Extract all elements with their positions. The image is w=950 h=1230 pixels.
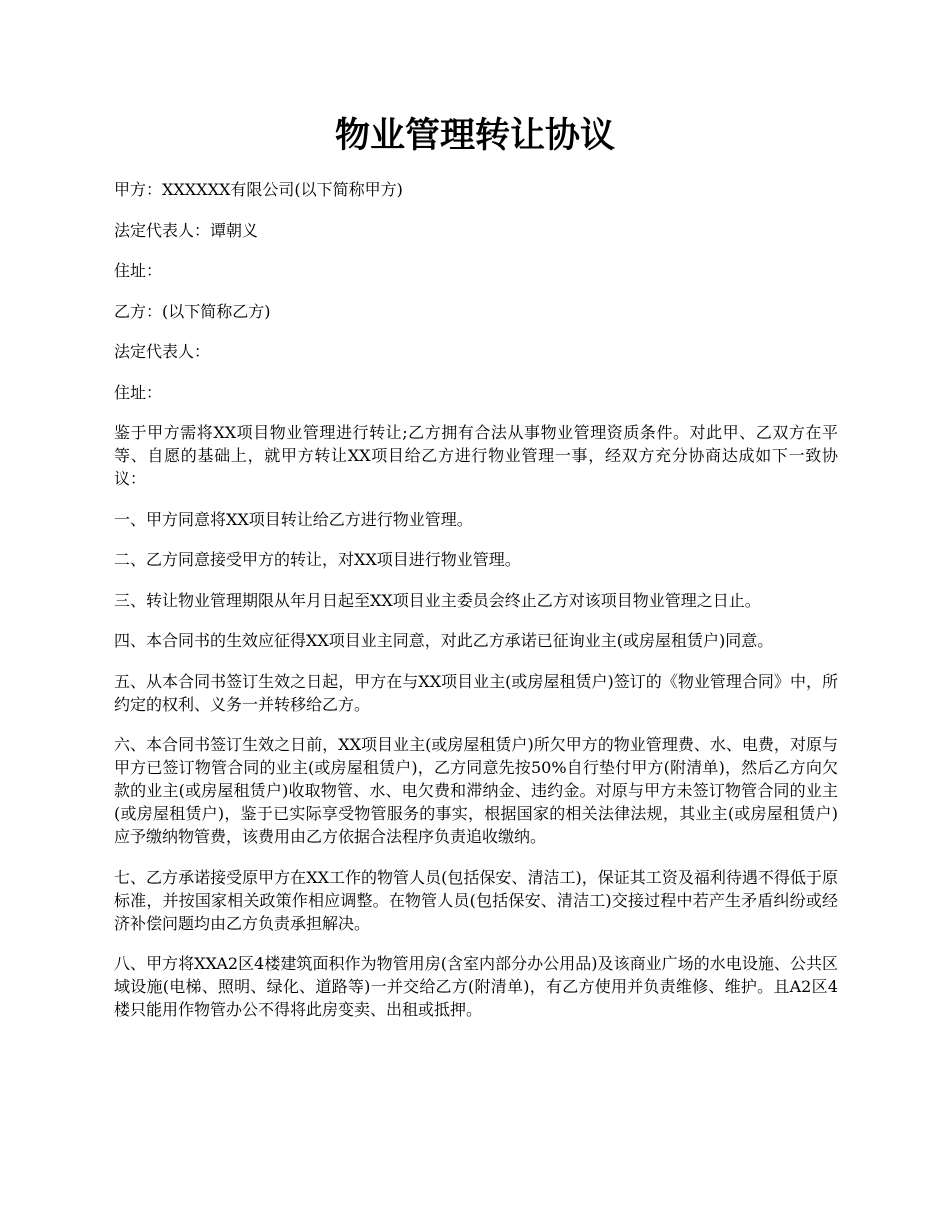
document-body xyxy=(114,178,838,1039)
clause-1: 一、甲方同意将XX项目转让给乙方进行物业管理。 xyxy=(114,509,473,529)
party-a-address: 住址： xyxy=(114,261,163,280)
clause-7: 七、乙方承诺接受原甲方在XX工作的物管人员(包括保安、清洁工)，保证其工资及福利待遇不得低于原标准，并按国家相关政策作相应调整。在物管人员(包括保安、清洁工)交接过程中若产生矛盾纠纷或经济补偿问题均由乙方负责承担解决。 xyxy=(114,867,838,933)
clause-5: 五、从本合同书签订生效之日起，甲方在与XX项目业主(或房屋租赁户)签订的《物业管理合同》中，所约定的权利、义务一并转移给乙方。 xyxy=(114,671,838,714)
party-b-representative: 法定代表人： xyxy=(114,342,211,361)
clause-2: 二、乙方同意接受甲方的转让，对XX项目进行物业管理。 xyxy=(114,550,521,569)
party-b-address: 住址： xyxy=(114,382,163,402)
party-a-representative: 法定代表人：谭朝义 xyxy=(114,220,259,240)
clause-6: 六、本合同书签订生效之日前，XX项目业主(或房屋租赁户)所欠甲方的物业管理费、水、电费，对原与甲方已签订物管合同的业主(或房屋租赁户)，乙方同意先按50%自行垫付甲方(附清单)，然后乙方向欠款的业主(或房屋租赁户)收取物管、水、电欠费和滞纳金、违约金。对原与甲方未签订物管合同的业主(或房屋租赁户)，鉴于已实际享受物管服务的事实，根据国家的相关法律法规，其业主(或房屋租赁户)应予缴纳物管费，该费用由乙方依据合法程序负责追收缴纳。 xyxy=(114,735,838,846)
party-b: 乙方：(以下简称乙方) xyxy=(114,301,271,321)
preamble-paragraph: 鉴于甲方需将XX项目物业管理进行转让;乙方拥有合法从事物业管理资质条件。对此甲、乙双方在平等、自愿的基础上，就甲方转让XX项目给乙方进行物业管理一事，经双方充分协商达成如下一致协议： xyxy=(114,423,838,488)
clause-8: 八、甲方将XXA2区4楼建筑面积作为物管用房(含室内部分办公用品)及该商业广场的水电设施、公共区域设施(电梯、照明、绿化、道路等)一并交给乙方(附清单)，有乙方使用并负责维修、维护。且A2区4楼只能用作物管办公不得将此房变卖、出租或抵押。 xyxy=(114,954,838,1019)
clause-4: 四、本合同书的生效应征得XX项目业主同意，对此乙方承诺已征询业主(或房屋租赁户)同意。 xyxy=(114,631,774,650)
document-title: 物业管理转让协议 xyxy=(334,115,615,156)
clause-3: 三、转让物业管理期限从年月日起至XX项目业主委员会终止乙方对该项目物业管理之日止。 xyxy=(114,590,761,610)
party-a: 甲方：XXXXXX有限公司(以下简称甲方) xyxy=(114,180,403,199)
